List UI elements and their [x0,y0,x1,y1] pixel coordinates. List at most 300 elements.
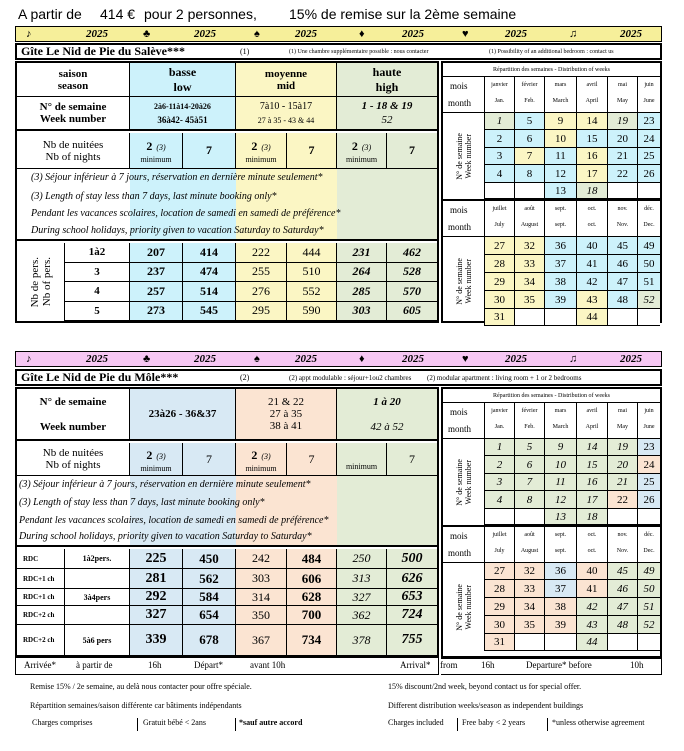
month-header [485,527,515,563]
month-header [515,201,545,237]
diamond-icon: ♦ [359,28,365,40]
mid-weeks-2: 27 à 35 - 43 & 44 [257,116,315,125]
price-cell: 724 [387,606,437,625]
week-cell: 38 [545,598,577,616]
week-cell: 7 [515,148,545,165]
month-en: Jan. [494,424,505,430]
week-cell: 51 [638,598,660,616]
month-en: Feb. [524,424,535,430]
week-cell: 30 [485,616,515,634]
month-label: month [448,222,472,232]
week-cell: 24 [638,456,660,474]
min-label: minimum [245,155,277,164]
arrival-row-en-border [441,658,662,675]
month-fr: juillet [492,532,507,538]
low-weeks-2: 36à42- 45à51 [157,114,208,125]
week-number-vertical [443,237,485,326]
footer-charges-fr: Charges comprises [30,718,138,731]
week-label [17,389,130,441]
high-weeks-2: 52 [381,114,393,126]
month-fr: nov. [617,532,628,538]
month-header [485,201,515,237]
music-note-icon: ♪ [26,353,32,365]
week-cell: 46 [608,580,638,598]
price-cell: 626 [387,569,437,589]
week-number-vertical [443,113,485,199]
month-en: June [643,424,655,430]
note-2: (3) Length of stay less than 7 days, last minute booking only* [19,497,265,508]
week-cell: 36 [545,237,577,255]
departure-time-en: 10h [630,660,644,670]
week-fr: N° de semaine [454,132,464,180]
week-cell: 30 [485,291,515,309]
high-min [337,133,387,169]
week-cell: 36 [545,563,577,580]
week-cell: 19 [608,439,638,456]
week-cell [638,309,660,326]
note-4: During school holidays, priority given to vacation Saturday to Saturday* [19,531,312,542]
price-cell: 273 [130,302,183,322]
price-cell: 285 [337,282,387,302]
nights-fr: Nb de nuitées [42,447,104,459]
week-cell: 12 [545,165,577,183]
high-fr: haute [372,64,402,79]
month-header [485,77,515,113]
low-min [130,443,183,476]
price-cell: 444 [287,243,337,263]
min-nights: 2 [351,139,358,153]
arrival-from-en: from [440,660,458,670]
unit-label: RDC+1 ch [17,589,65,606]
week-en: Week number [463,459,473,505]
week-cell: 24 [638,130,660,148]
month-header [577,77,608,113]
season-mid [236,63,337,97]
week-cell: 8 [515,165,545,183]
price-cell: 303 [236,569,287,589]
beamed-note-icon: ♫ [569,28,578,40]
season-fr: saison [58,67,88,80]
month-en: Dec. [643,548,655,554]
month-en: July [494,548,505,554]
nights-en: Nb of nights [45,459,101,471]
mois-label: mois [450,205,468,215]
month-fr: janvier [491,408,508,414]
mid-weeks [236,389,337,441]
high-weeks-2: 42 à 52 [370,420,404,433]
price-cell: 678 [183,625,236,656]
season-en: season [57,79,89,92]
month-fr: janvier [491,82,508,88]
footer-charges-en: Charges included [388,718,458,731]
calendar-title: Répartition des semaines - Distribution of weeks [443,63,660,77]
month-en: March [552,98,569,104]
heart-icon: ♥ [462,28,469,40]
month-fr: février [521,408,538,414]
month-fr: déc. [644,532,654,538]
pers-count: 4 [65,282,130,302]
price-cell: 700 [287,606,337,625]
price-cell: 257 [130,282,183,302]
week-cell: 13 [545,183,577,199]
price-cell: 362 [337,606,387,625]
banner-year: 2025 [194,28,216,40]
price-cell: 552 [287,282,337,302]
week-cell: 7 [515,474,545,491]
month-header [638,527,660,563]
week-cell: 26 [638,491,660,509]
week-cell: 37 [545,255,577,273]
gite2-note-ref: (2) [240,373,250,382]
price-cell: 314 [236,589,287,606]
week-en: Week number [463,259,473,304]
month-en: July [494,222,505,228]
footer-agreement-fr: *sauf autre accord [239,718,303,727]
arrival-time: 16h [148,660,162,670]
week-cell: 25 [638,474,660,491]
month-header [515,77,545,113]
music-note-icon: ♪ [26,28,32,40]
pers-fr: Nb de pers. [28,256,41,308]
price-cell: 264 [337,263,387,283]
week-cell: 20 [608,130,638,148]
week-cell: 31 [485,309,515,326]
price-cell: 474 [183,263,236,283]
week-cell: 2 [485,130,515,148]
spade-icon: ♠ [254,353,260,365]
week-cell [485,183,515,199]
month-en: oct. [587,548,597,554]
week-cell: 18 [577,509,608,525]
week-fr: N° de semaine [454,458,464,506]
nights-fr: Nb de nuitées [42,138,104,151]
month-fr: juin [644,82,654,88]
price-cell: 250 [337,549,387,569]
week-cell: 23 [638,439,660,456]
week-cell [638,509,660,525]
gite2-note-fr: (2) appt modulable : séjour+1ou2 chambres [289,373,412,382]
month-en: Dec. [643,222,655,228]
mid-week-nights: 7 [287,443,337,476]
price-cell: 562 [183,569,236,589]
week-cell: 32 [515,237,545,255]
price-cell: 653 [387,589,437,606]
week-cell [608,309,638,326]
price-cell: 484 [287,549,337,569]
min-nights: 2 [146,139,153,153]
month-en: April [585,98,599,104]
note-4: During school holidays, priority given to vacation Saturday to Saturday* [31,225,324,236]
min-label: minimum [140,463,172,473]
week-cell: 35 [515,616,545,634]
week-cell: 15 [577,130,608,148]
week-cell: 14 [577,439,608,456]
week-cell: 50 [638,255,660,273]
pers-count [65,606,130,625]
week-cell: 48 [608,291,638,309]
note-3: Pendant les vacances scolaires, location de samedi en samedi de préférence* [19,515,329,526]
spade-icon: ♠ [254,28,260,40]
week-cell [515,183,545,199]
price-cell: 545 [183,302,236,322]
week-cell [485,509,515,525]
nights-label [17,443,130,476]
month-header [545,527,577,563]
club-icon: ♣ [143,28,151,40]
price-cell: 295 [236,302,287,322]
banner-year: 2025 [402,353,424,365]
week-fr: N° de semaine [39,395,107,408]
mid-weeks-1: 7à10 - 15à17 [259,101,313,112]
arrival-en: Arrival* [400,660,431,670]
low-week-nights: 7 [183,133,236,169]
month-fr: nov. [617,206,628,212]
mid-week-nights: 7 [287,133,337,169]
month-fr: mars [554,408,567,414]
price-cell: 606 [287,569,337,589]
month-en: May [617,98,628,104]
price-cell: 281 [130,569,183,589]
month-header [577,201,608,237]
unit-label: RDC+2 ch [17,625,65,656]
high-week-nights: 7 [387,443,437,476]
topline-prefix: A partir de [18,6,82,22]
week-cell [545,309,577,326]
topline [18,6,678,24]
week-en: Week number [39,420,107,433]
month-header [577,527,608,563]
banner-year: 2025 [295,353,317,365]
footer-baby-fr: Gratuit bébé < 2ans [143,718,236,731]
week-cell: 32 [515,563,545,580]
week-cell: 8 [515,491,545,509]
month-header [485,403,515,439]
pers-count: 3 [65,263,130,283]
pers-label [17,243,65,321]
topline-price: 414 € [100,6,136,22]
week-cell: 35 [515,291,545,309]
week-cell: 47 [608,273,638,291]
week-cell: 13 [545,509,577,525]
week-cell: 28 [485,255,515,273]
price-cell: 339 [130,625,183,656]
price-cell: 237 [130,263,183,283]
week-en: Week number [39,113,107,125]
min-label: minimum [245,463,277,473]
low-fr: basse [168,64,197,79]
week-cell: 14 [577,113,608,130]
week-cell: 9 [545,113,577,130]
price-cell: 367 [236,625,287,656]
month-header [638,403,660,439]
week-cell: 41 [577,255,608,273]
week-cell [638,634,660,651]
footer-left-1: Remise 15% / 2e semaine, au delà nous contacter pour offre spéciale. [30,682,252,691]
gite1-note-fr: (1) Une chambre supplémentaire possible : nous contacter [289,48,429,55]
month-fr: avril [586,408,598,414]
week-cell: 17 [577,165,608,183]
month-label: month [448,548,472,558]
week-cell: 12 [545,491,577,509]
pers-en: Nb of pers. [40,257,53,307]
week-fr: N° de semaine [454,583,464,631]
month-header [515,527,545,563]
week-cell: 51 [638,273,660,291]
month-header [608,403,638,439]
price-cell: 500 [387,549,437,569]
unit-label: RDC [17,549,65,569]
gite2-title: Gîte Le Nid de Pie du Môle*** [21,370,179,384]
week-cell: 40 [577,237,608,255]
month-header [638,201,660,237]
week-cell: 6 [515,456,545,474]
week-cell: 11 [545,474,577,491]
high-en: high [375,79,399,94]
gite2-note-en: (2) modular apartment : living room + 1 or 2 bedrooms [427,373,582,382]
price-cell: 755 [387,625,437,656]
week-en: Week number [463,133,473,179]
low-weeks: 23à26 - 36&37 [130,389,236,441]
calendar-title: Répartition des semaines - Distribution of weeks [443,389,660,403]
topline-discount: 15% de remise sur la 2ème semaine [289,6,517,22]
min-nights: 2 [146,447,153,462]
month-header [608,527,638,563]
week-cell: 16 [577,474,608,491]
low-weeks-1: 2à6-11à14-20à26 [154,101,211,111]
price-cell: 584 [183,589,236,606]
gite2-notes [17,476,437,547]
week-cell: 5 [515,113,545,130]
week-fr: N° de semaine [454,258,464,305]
banner-year: 2025 [620,28,642,40]
week-cell: 28 [485,580,515,598]
price-cell: 222 [236,243,287,263]
price-cell: 514 [183,282,236,302]
price-cell: 292 [130,589,183,606]
week-cell: 6 [515,130,545,148]
price-cell: 734 [287,625,337,656]
week-cell [638,183,660,199]
min-label: minimum [345,461,378,471]
price-cell: 327 [337,589,387,606]
week-cell: 23 [638,113,660,130]
week-cell: 46 [608,255,638,273]
gite1-title-row [15,43,662,60]
week-cell: 3 [485,148,515,165]
banner-year: 2025 [505,353,527,365]
week-cell: 22 [608,165,638,183]
week-en: Week number [463,584,473,630]
week-cell: 17 [577,491,608,509]
week-cell: 2 [485,456,515,474]
price-cell: 313 [337,569,387,589]
month-en: April [585,424,599,430]
mois-label: mois [450,407,468,417]
price-cell: 654 [183,606,236,625]
week-cell: 10 [545,456,577,474]
min-nights: 2 [251,139,258,153]
mid-fr: moyenne [264,67,308,80]
mid-weeks [236,97,337,131]
week-number-vertical [443,563,485,651]
high-weeks-1: 1 - 18 & 19 [361,100,413,112]
month-en: sept. [554,548,567,554]
gite1-note-en: (1) Possibility of an additional bedroom : contact us [489,48,614,55]
week-cell: 34 [515,273,545,291]
week-fr: N° de semaine [39,101,107,113]
week-cell: 21 [608,474,638,491]
footer-right-2: Different distribution weeks/season as independent buildings [388,701,584,710]
min-ref: (3) [156,143,166,152]
pers-count: 1à2pers. [65,549,130,569]
month-en: March [552,424,569,430]
season-label [17,63,130,97]
week-cell: 40 [577,563,608,580]
mois-label: mois [450,531,468,541]
min-label: minimum [140,155,172,164]
footer-agreement-en: *unless otherwise agreement [552,718,645,727]
week-cell: 10 [545,130,577,148]
high-weeks-1: 1 à 20 [373,395,401,408]
departure-en: Departure* before [526,660,592,670]
week-cell: 39 [545,616,577,634]
month-en: June [643,98,655,104]
month-en: August [520,222,539,228]
mid-weeks-1: 21 & 22 [267,396,305,408]
month-fr: mai [618,82,627,88]
month-fr: avril [586,82,598,88]
note-2: (3) Length of stay less than 7 days, last minute booking only* [31,191,277,202]
high-min [337,443,387,476]
banner-year: 2025 [86,28,108,40]
week-cell: 50 [638,580,660,598]
month-header [545,77,577,113]
gite2-title-row [15,369,662,386]
arrival-from-fr: à partir de [76,660,113,670]
week-cell: 33 [515,255,545,273]
week-cell: 3 [485,474,515,491]
low-weeks [130,97,236,131]
mid-weeks-3: 38 à 41 [269,420,303,432]
pers-count: 3à4pers [65,589,130,606]
banner-year: 2025 [505,28,527,40]
min-nights: 2 [251,447,258,462]
month-en: oct. [587,222,597,228]
pers-count [65,569,130,589]
min-ref: (3) [261,451,271,461]
week-cell: 26 [638,165,660,183]
month-fr: déc. [644,206,654,212]
gite1-notes [17,169,437,241]
month-header [515,403,545,439]
low-min [130,133,183,169]
month-label: month [448,98,472,108]
diamond-icon: ♦ [359,353,365,365]
note-1: (3) Séjour inférieur à 7 jours, réservation en dernière minute seulement* [31,172,323,183]
week-cell: 31 [485,634,515,651]
unit-label: RDC+2 ch [17,606,65,625]
week-cell: 4 [485,491,515,509]
low-week-nights: 7 [183,443,236,476]
week-number-vertical [443,439,485,525]
min-ref: (3) [361,143,372,152]
low-en: low [173,79,192,94]
footer-left-2: Répartition semaines/saison différente car bâtiments indépendants [30,701,242,710]
week-cell: 38 [545,273,577,291]
departure-before-fr: avant 10h [250,660,286,670]
high-weeks [337,389,437,441]
week-cell: 25 [638,148,660,165]
